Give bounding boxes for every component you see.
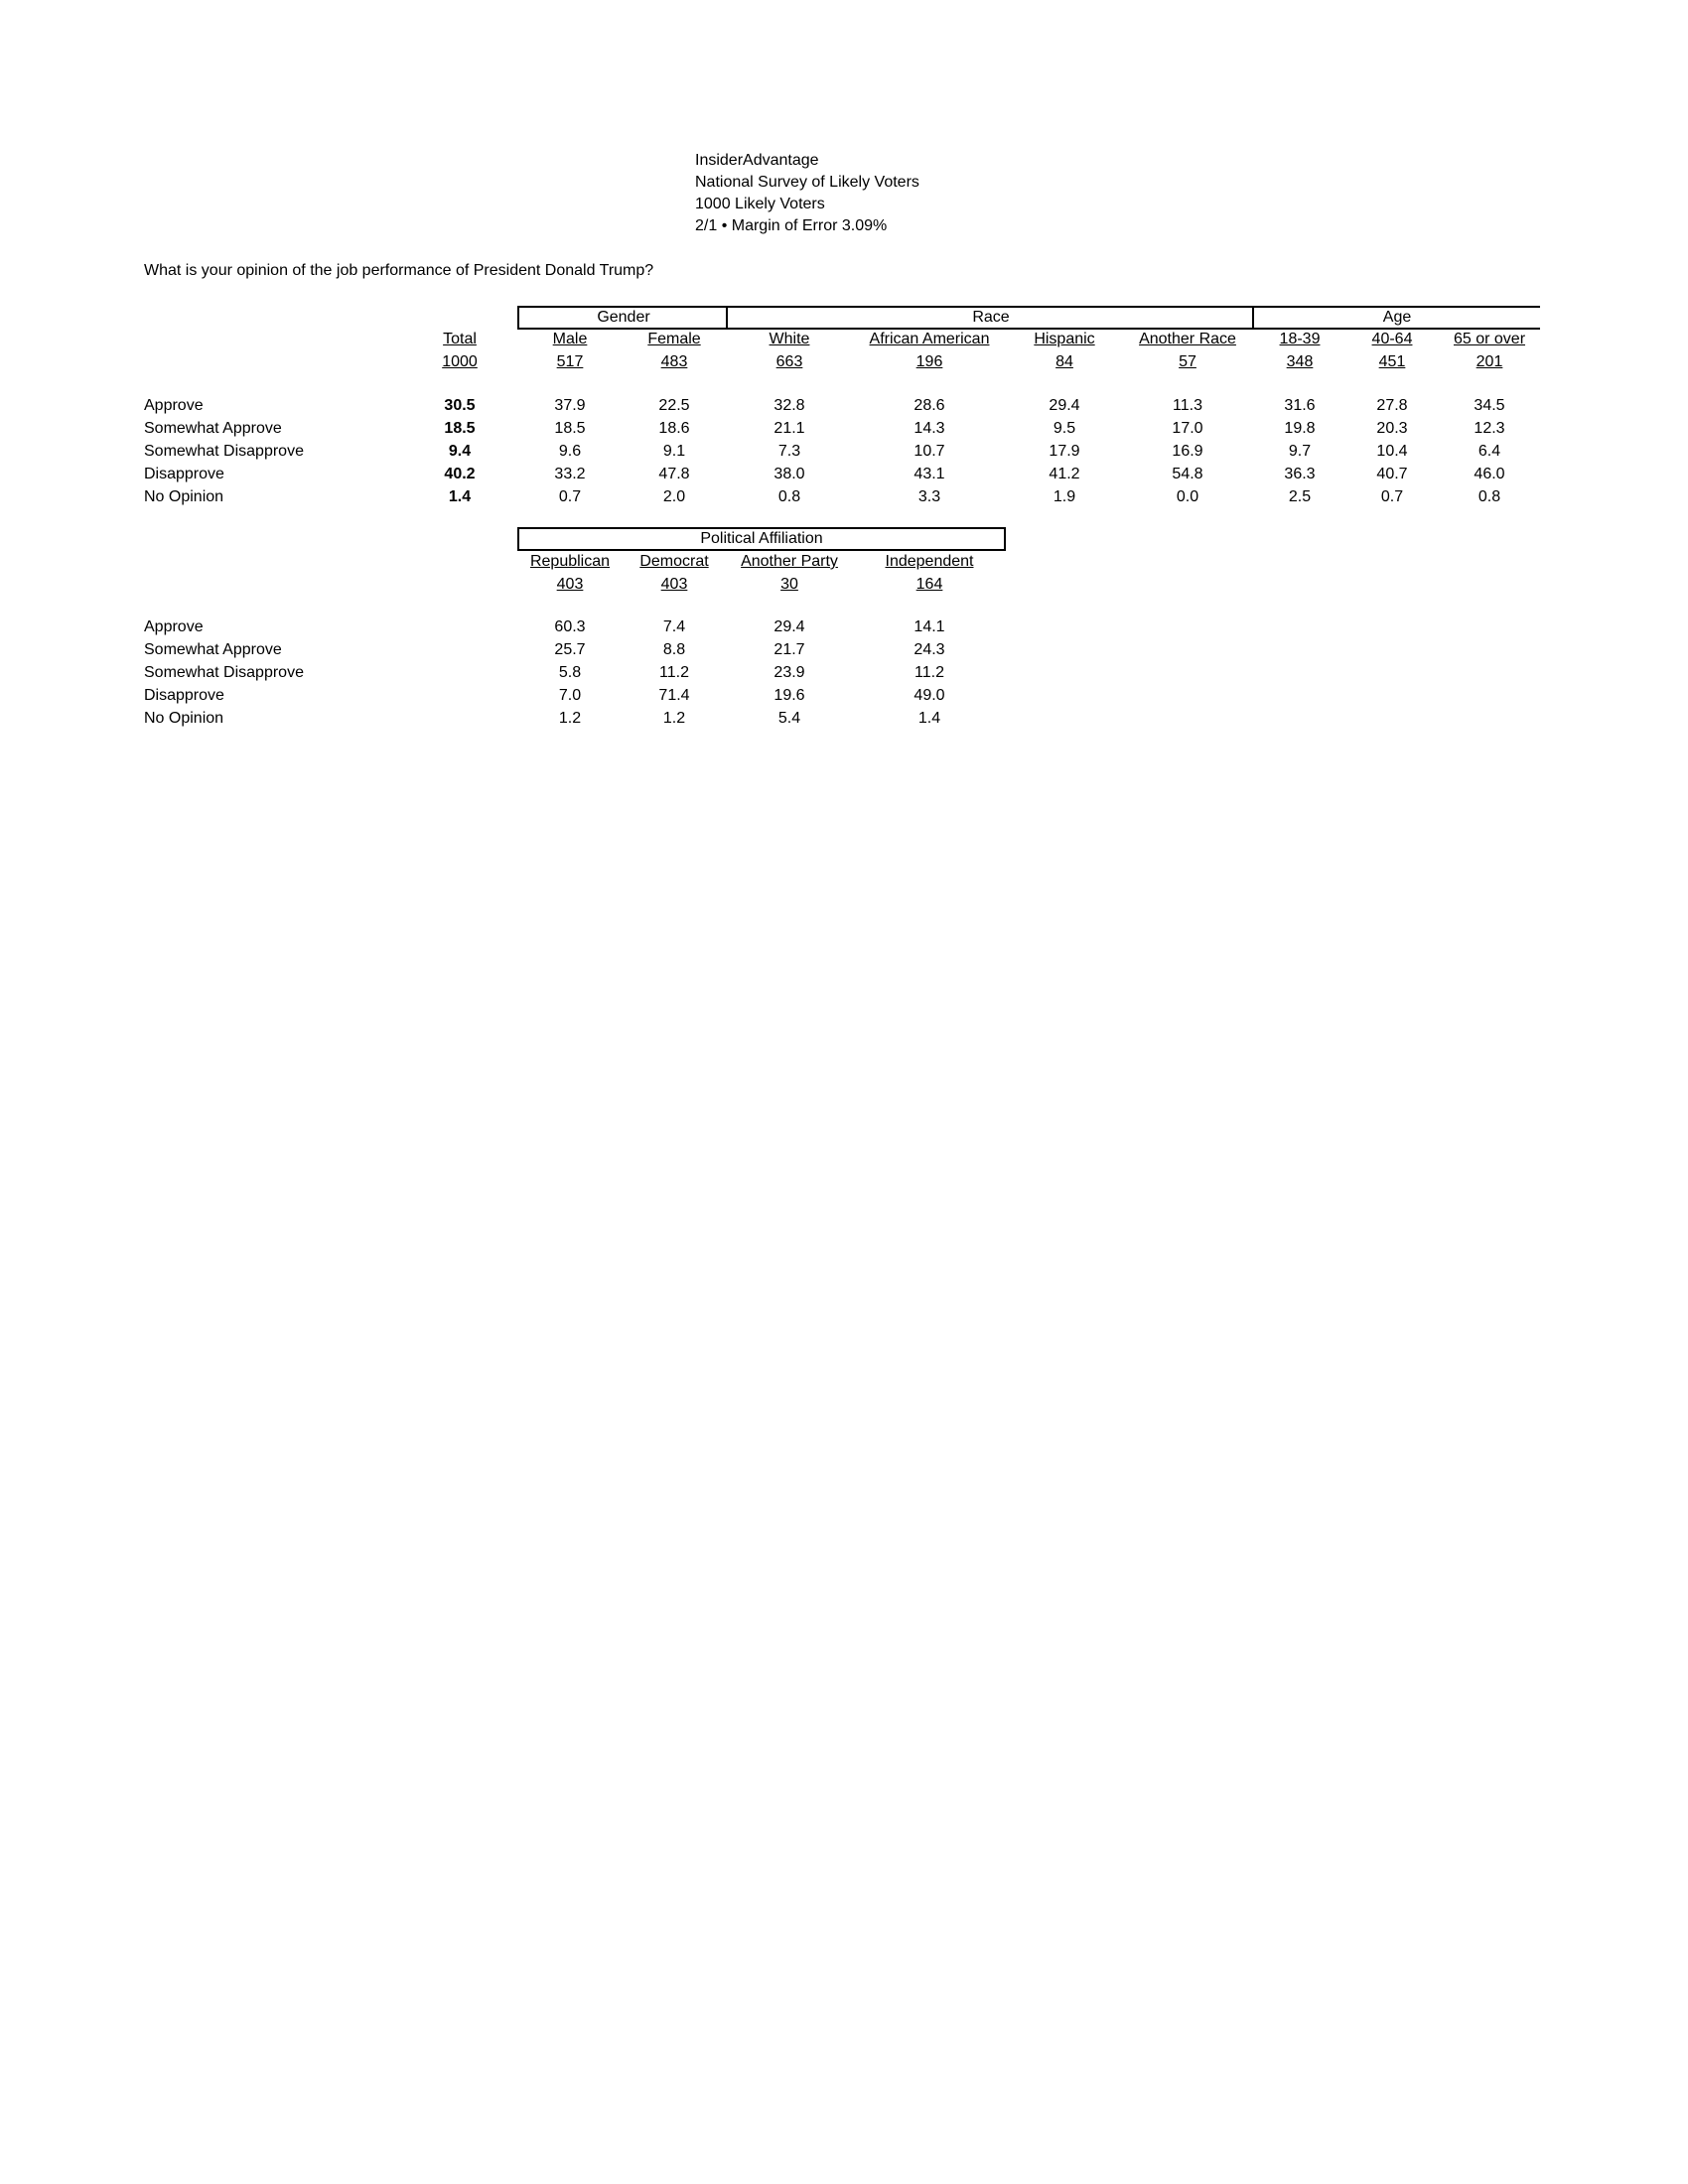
table-cell: 2.0 — [662, 488, 686, 505]
row-label-somewhat-disapprove: Somewhat Disapprove — [144, 443, 304, 460]
table-cell: 10.4 — [1376, 443, 1408, 460]
table-cell: 54.8 — [1172, 466, 1203, 482]
table-cell: 71.4 — [658, 687, 690, 704]
table-cell: 10.7 — [914, 443, 945, 460]
table-cell: 1.9 — [1053, 488, 1076, 505]
table-cell: 34.5 — [1474, 397, 1505, 414]
table-cell: 2.5 — [1288, 488, 1312, 505]
column-n-independent: 164 — [915, 576, 943, 593]
cell-total-no-opinion: 1.4 — [448, 488, 472, 505]
column-n-65-or-over: 201 — [1476, 353, 1503, 370]
column-n-another-party: 30 — [780, 576, 798, 593]
column-n-hispanic: 84 — [1055, 353, 1073, 370]
column-n-african-american: 196 — [915, 353, 943, 370]
table-cell: 32.8 — [774, 397, 805, 414]
group-header-political-affiliation: Political Affiliation — [517, 527, 1006, 551]
table-cell: 41.2 — [1049, 466, 1080, 482]
column-header-40-64: 40-64 — [1371, 331, 1413, 347]
table-cell: 9.6 — [558, 443, 582, 460]
table-cell: 5.4 — [777, 710, 801, 727]
table-cell: 37.9 — [554, 397, 586, 414]
column-header-democrat: Democrat — [639, 553, 709, 570]
table-cell: 60.3 — [554, 618, 586, 635]
table-cell: 19.8 — [1284, 420, 1316, 437]
table-cell: 11.2 — [659, 664, 689, 681]
table-cell: 40.7 — [1376, 466, 1408, 482]
row-label-somewhat-approve: Somewhat Approve — [144, 641, 282, 658]
column-header-another-race: Another Race — [1139, 331, 1236, 347]
table-cell: 9.7 — [1288, 443, 1312, 460]
column-header-white: White — [769, 331, 810, 347]
table-cell: 21.1 — [774, 420, 805, 437]
row-label-somewhat-disapprove: Somewhat Disapprove — [144, 664, 304, 681]
table-cell: 7.3 — [777, 443, 801, 460]
column-n-female: 483 — [660, 353, 688, 370]
table-cell: 0.7 — [1380, 488, 1404, 505]
table-cell: 24.3 — [914, 641, 945, 658]
column-n-white: 663 — [775, 353, 803, 370]
table-cell: 20.3 — [1376, 420, 1408, 437]
column-header-independent: Independent — [885, 553, 974, 570]
cell-total-approve: 30.5 — [444, 397, 476, 414]
table-cell: 22.5 — [658, 397, 690, 414]
table-cell: 47.8 — [658, 466, 690, 482]
table-cell: 0.8 — [777, 488, 801, 505]
column-n-male: 517 — [556, 353, 584, 370]
table-cell: 7.0 — [558, 687, 582, 704]
table-cell: 12.3 — [1474, 420, 1505, 437]
table-cell: 29.4 — [1049, 397, 1080, 414]
table-cell: 0.8 — [1477, 488, 1501, 505]
table-cell: 23.9 — [774, 664, 805, 681]
cell-total-somewhat-approve: 18.5 — [444, 420, 476, 437]
table-cell: 27.8 — [1376, 397, 1408, 414]
group-header-age: Age — [1252, 306, 1540, 330]
group-header-race: Race — [726, 306, 1254, 330]
table-cell: 19.6 — [774, 687, 805, 704]
question-text: What is your opinion of the job performance of President Donald Trump? — [144, 262, 654, 279]
table-cell: 17.9 — [1049, 443, 1080, 460]
table-cell: 18.5 — [554, 420, 586, 437]
row-label-approve: Approve — [144, 397, 204, 414]
table-cell: 11.3 — [1173, 397, 1202, 414]
row-label-somewhat-approve: Somewhat Approve — [144, 420, 282, 437]
column-n-total: 1000 — [442, 353, 478, 370]
column-n-18-39: 348 — [1286, 353, 1314, 370]
table-cell: 25.7 — [554, 641, 586, 658]
column-n-republican: 403 — [556, 576, 584, 593]
table-cell: 0.7 — [558, 488, 582, 505]
table-cell: 14.3 — [914, 420, 945, 437]
row-label-no-opinion: No Opinion — [144, 488, 224, 505]
table-cell: 28.6 — [914, 397, 945, 414]
column-header-total: Total — [443, 331, 477, 347]
table-cell: 36.3 — [1284, 466, 1316, 482]
table-cell: 18.6 — [658, 420, 690, 437]
table-cell: 33.2 — [554, 466, 586, 482]
table-cell: 29.4 — [774, 618, 805, 635]
row-label-no-opinion: No Opinion — [144, 710, 224, 727]
cell-total-somewhat-disapprove: 9.4 — [448, 443, 472, 460]
column-header-african-american: African American — [869, 331, 990, 347]
table-cell: 17.0 — [1172, 420, 1203, 437]
table-cell: 31.6 — [1284, 397, 1316, 414]
cell-total-disapprove: 40.2 — [444, 466, 476, 482]
row-label-disapprove: Disapprove — [144, 687, 224, 704]
table-cell: 16.9 — [1172, 443, 1203, 460]
column-header-male: Male — [552, 331, 588, 347]
table-cell: 9.1 — [662, 443, 686, 460]
table-cell: 1.4 — [917, 710, 941, 727]
table-cell: 8.8 — [662, 641, 686, 658]
column-n-democrat: 403 — [660, 576, 688, 593]
table-cell: 46.0 — [1474, 466, 1505, 482]
table-cell: 9.5 — [1053, 420, 1076, 437]
table-cell: 49.0 — [914, 687, 945, 704]
table-cell: 6.4 — [1477, 443, 1501, 460]
table-cell: 1.2 — [558, 710, 582, 727]
column-header-hispanic: Hispanic — [1034, 331, 1095, 347]
table-cell: 43.1 — [914, 466, 945, 482]
group-header-gender: Gender — [517, 306, 728, 330]
table-cell: 21.7 — [774, 641, 805, 658]
column-header-another-party: Another Party — [741, 553, 838, 570]
table-cell: 1.2 — [662, 710, 686, 727]
column-header-18-39: 18-39 — [1279, 331, 1321, 347]
table-cell: 3.3 — [917, 488, 941, 505]
table-cell: 14.1 — [914, 618, 945, 635]
column-header-female: Female — [647, 331, 701, 347]
table-cell: 5.8 — [558, 664, 582, 681]
row-label-approve: Approve — [144, 618, 204, 635]
column-n-40-64: 451 — [1378, 353, 1406, 370]
column-n-another-race: 57 — [1179, 353, 1196, 370]
column-header-65-or-over: 65 or over — [1453, 331, 1526, 347]
table-cell: 0.0 — [1176, 488, 1199, 505]
table-cell: 11.2 — [914, 664, 944, 681]
row-label-disapprove: Disapprove — [144, 466, 224, 482]
table-cell: 38.0 — [774, 466, 805, 482]
column-header-republican: Republican — [529, 553, 611, 570]
table-cell: 7.4 — [662, 618, 686, 635]
